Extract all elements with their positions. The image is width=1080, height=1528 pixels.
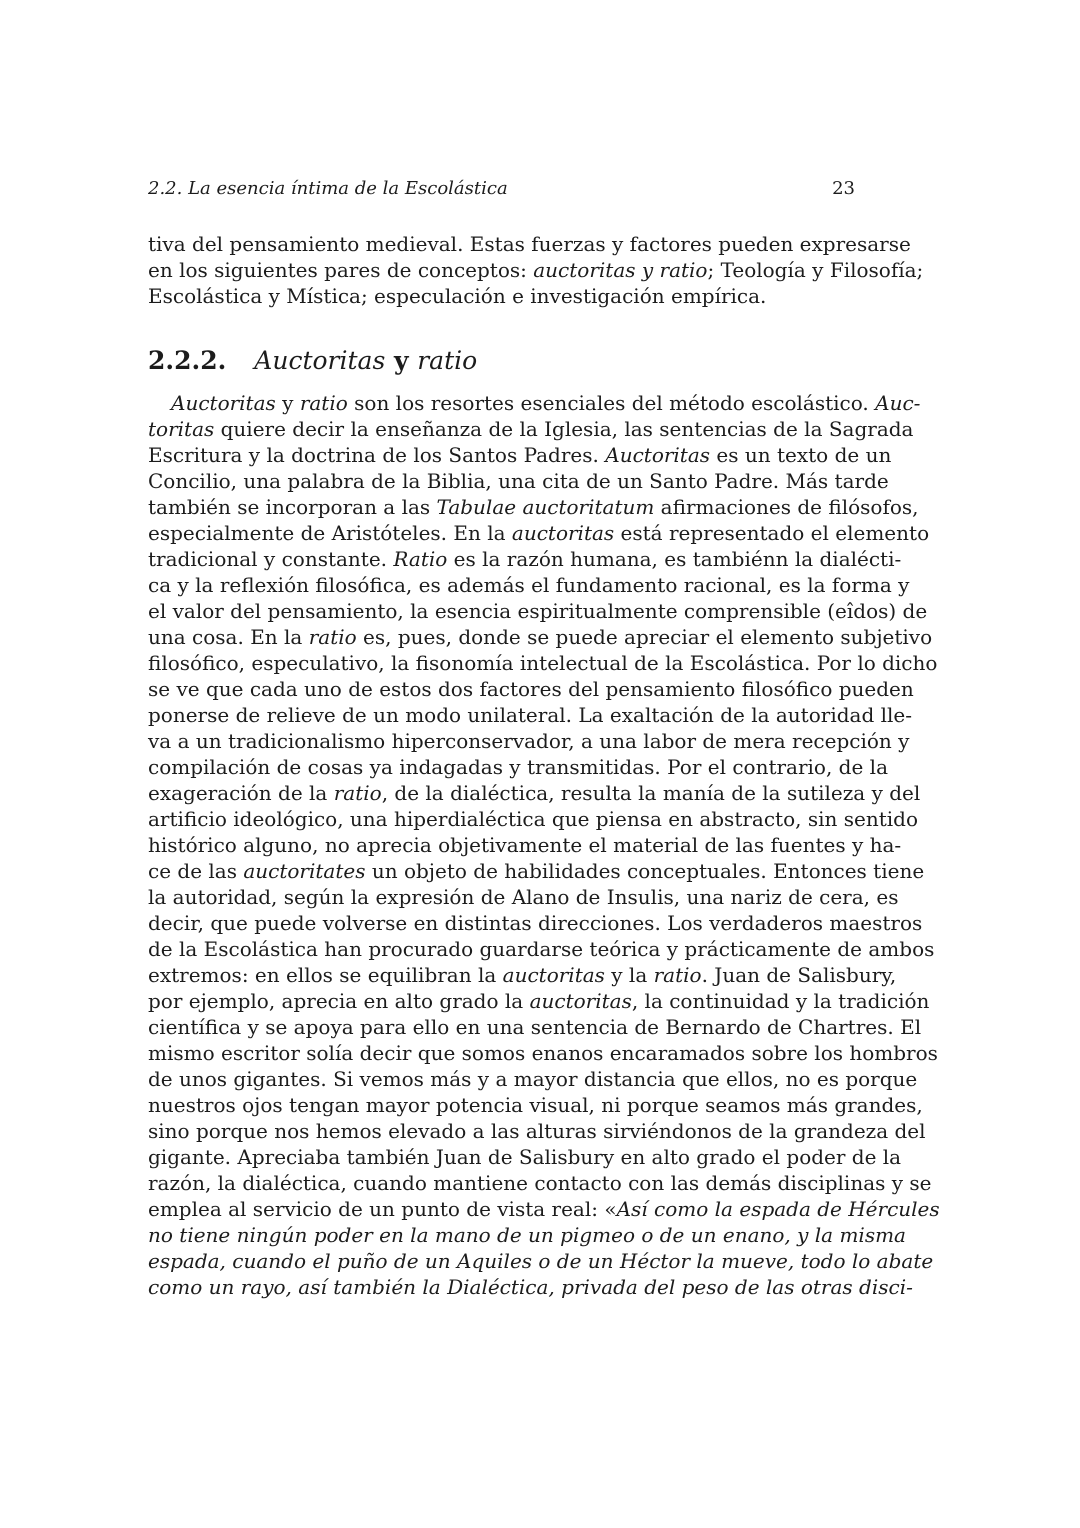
text-run: mismo escritor solía decir que somos enanos encaramados sobre los hombros	[148, 1041, 938, 1065]
text-line	[148, 416, 914, 442]
text-line	[148, 988, 930, 1014]
text-run: ; Teología y Filosofía;	[707, 258, 924, 282]
italic-text: auctoritas	[511, 521, 615, 545]
italic-text: ratio	[653, 963, 702, 987]
text-line	[148, 1170, 932, 1196]
text-line	[148, 1092, 923, 1118]
italic-text: auctoritas	[502, 963, 605, 987]
text-line	[148, 754, 888, 780]
italic-text: no tiene ningún poder en la mano de un pigmeo o de un enano, y la misma	[148, 1223, 906, 1247]
text-run: compilación de cosas ya indagadas y transmitidas. Por el contrario, de la	[148, 755, 888, 779]
text-run: son los resortes esenciales del método escolástico.	[347, 391, 876, 415]
text-run: emplea al servicio de un punto de vista real: «	[148, 1197, 617, 1221]
text-run: histórico alguno, no aprecia objetivamente el material de las fuentes y ha-	[148, 833, 902, 857]
italic-text: Auctoritas	[171, 391, 276, 415]
text-line	[148, 936, 935, 962]
text-line	[148, 910, 923, 936]
text-line	[148, 468, 889, 494]
running-head-title: 2.2. La esencia íntima de la Escolástica	[148, 178, 508, 199]
text-run: afirmaciones de filósofos,	[654, 495, 919, 519]
text-line	[148, 806, 918, 832]
text-line	[148, 624, 933, 650]
italic-text: ratio	[299, 391, 348, 415]
section-heading	[148, 344, 855, 378]
text-run: ce de las	[148, 859, 244, 883]
text-line	[148, 832, 902, 858]
italic-text: Auctoritas	[605, 443, 711, 467]
text-line	[148, 884, 899, 910]
italic-text: auctoritas	[529, 989, 632, 1013]
text-run: también se incorporan a las	[148, 495, 437, 519]
text-run: artificio ideológico, una hiperdialéctica que piensa en abstracto, sin sentido	[148, 807, 918, 831]
text-line	[148, 676, 914, 702]
text-run: ca y la reflexión filosófica, es además el fundamento racional, es la forma y	[148, 573, 910, 597]
section-title-word-2: y	[385, 346, 418, 375]
text-line	[148, 728, 910, 754]
text-run: científica y se apoya para ello en una sentencia de Bernardo de Chartres. El	[148, 1015, 922, 1039]
text-line	[148, 1014, 922, 1040]
text-run: y	[275, 391, 300, 415]
text-run: filosófico, especulativo, la fisonomía intelectual de la Escolástica. Por lo dicho	[148, 651, 938, 675]
italic-text: Tabulae auctoritatum	[436, 495, 655, 519]
text-run: tradicional y constante.	[148, 547, 394, 571]
text-line	[148, 598, 928, 624]
text-run: . Juan de Salisbury,	[701, 963, 897, 987]
page-number: 23	[832, 178, 855, 199]
text-run: razón, la dialéctica, cuando mantiene contacto con las demás disciplinas y se	[148, 1171, 932, 1195]
text-line	[148, 572, 910, 598]
italic-text: Ratio	[393, 547, 448, 571]
text-run: y la	[604, 963, 654, 987]
text-run: tiva del pensamiento medieval. Estas fuerzas y factores pueden expresarse	[148, 232, 911, 256]
text-run: , de la dialéctica, resulta la manía de la sutileza y del	[381, 781, 921, 805]
text-line	[148, 520, 930, 546]
text-line	[148, 1196, 940, 1222]
italic-text: Así como la espada de Hércules	[616, 1197, 940, 1221]
text-line	[148, 390, 921, 416]
italic-text: toritas	[148, 417, 215, 441]
italic-text: Auc-	[875, 391, 921, 415]
text-run: sino porque nos hemos elevado a las alturas sirviéndonos de la grandeza del	[148, 1119, 926, 1143]
text-line	[148, 1040, 938, 1066]
text-line	[148, 1274, 913, 1300]
text-run: nuestros ojos tengan mayor potencia visual, ni porque seamos más grandes,	[148, 1093, 923, 1117]
text-run: está representado el elemento	[614, 521, 930, 545]
text-run: , la continuidad y la tradición	[631, 989, 930, 1013]
intro-paragraph	[148, 231, 924, 309]
text-run: se ve que cada uno de estos dos factores del pensamiento filosófico pueden	[148, 677, 914, 701]
text-run: decir, que puede volverse en distintas direcciones. Los verdaderos maestros	[148, 911, 923, 935]
text-run: un objeto de habilidades conceptuales. Entonces tiene	[365, 859, 925, 883]
text-line	[148, 858, 925, 884]
italic-text: ratio	[333, 781, 382, 805]
text-run: en los siguientes pares de conceptos:	[148, 258, 534, 282]
text-line	[148, 257, 924, 283]
text-line	[148, 780, 921, 806]
text-run: Escolástica y Mística; especulación e investigación empírica.	[148, 284, 767, 308]
text-run: gigante. Apreciaba también Juan de Salisbury en alto grado el poder de la	[148, 1145, 902, 1169]
text-line	[148, 494, 919, 520]
text-run: la autoridad, según la expresión de Alano de Insulis, una nariz de cera, es	[148, 885, 899, 909]
body-paragraph	[148, 390, 940, 1300]
text-line	[148, 1222, 906, 1248]
text-run: va a un tradicionalismo hiperconservador, a una labor de mera recepción y	[148, 729, 910, 753]
italic-text: ratio	[308, 625, 357, 649]
section-title-word-3: ratio	[417, 346, 478, 375]
italic-text: auctoritates	[243, 859, 366, 883]
italic-text: espada, cuando el puño de un Aquiles o de un Héctor la mueve, todo lo abate	[148, 1249, 934, 1273]
italic-text: auctoritas y ratio	[533, 258, 708, 282]
text-line	[148, 1248, 934, 1274]
text-line	[148, 231, 911, 257]
running-head	[148, 176, 855, 202]
text-line	[148, 702, 912, 728]
text-line	[148, 1118, 926, 1144]
text-run: por ejemplo, aprecia en alto grado la	[148, 989, 530, 1013]
text-run: quiere decir la enseñanza de la Iglesia, las sentencias de la Sagrada	[214, 417, 914, 441]
text-line	[148, 962, 897, 988]
text-run: ponerse de relieve de un modo unilateral. La exaltación de la autoridad lle-	[148, 703, 912, 727]
text-run: extremos: en ellos se equilibran la	[148, 963, 503, 987]
text-line	[148, 1144, 902, 1170]
italic-text: como un rayo, así también la Dialéctica, privada del peso de las otras disci-	[148, 1275, 913, 1299]
text-run: es un texto de un	[710, 443, 892, 467]
text-run: el valor del pensamiento, la esencia espiritualmente comprensible (eîdos) de	[148, 599, 928, 623]
text-run: es, pues, donde se puede apreciar el elemento subjetivo	[356, 625, 933, 649]
text-run: Concilio, una palabra de la Biblia, una cita de un Santo Padre. Más tarde	[148, 469, 889, 493]
text-line	[148, 442, 892, 468]
text-line	[148, 546, 902, 572]
text-run: de la Escolástica han procurado guardarse teórica y prácticamente de ambos	[148, 937, 935, 961]
section-title-word-1: Auctoritas	[254, 346, 386, 375]
text-line	[148, 283, 855, 309]
text-run: de unos gigantes. Si vemos más y a mayor distancia que ellos, no es porque	[148, 1067, 918, 1091]
text-line	[148, 650, 938, 676]
text-run: especialmente de Aristóteles. En la	[148, 521, 512, 545]
text-run: es la razón humana, es tambiénn la dialécti-	[447, 547, 902, 571]
text-run: Escritura y la doctrina de los Santos Padres.	[148, 443, 606, 467]
section-number: 2.2.2.	[148, 346, 227, 375]
text-run: una cosa. En la	[148, 625, 309, 649]
text-line	[148, 1066, 918, 1092]
text-run: exageración de la	[148, 781, 334, 805]
